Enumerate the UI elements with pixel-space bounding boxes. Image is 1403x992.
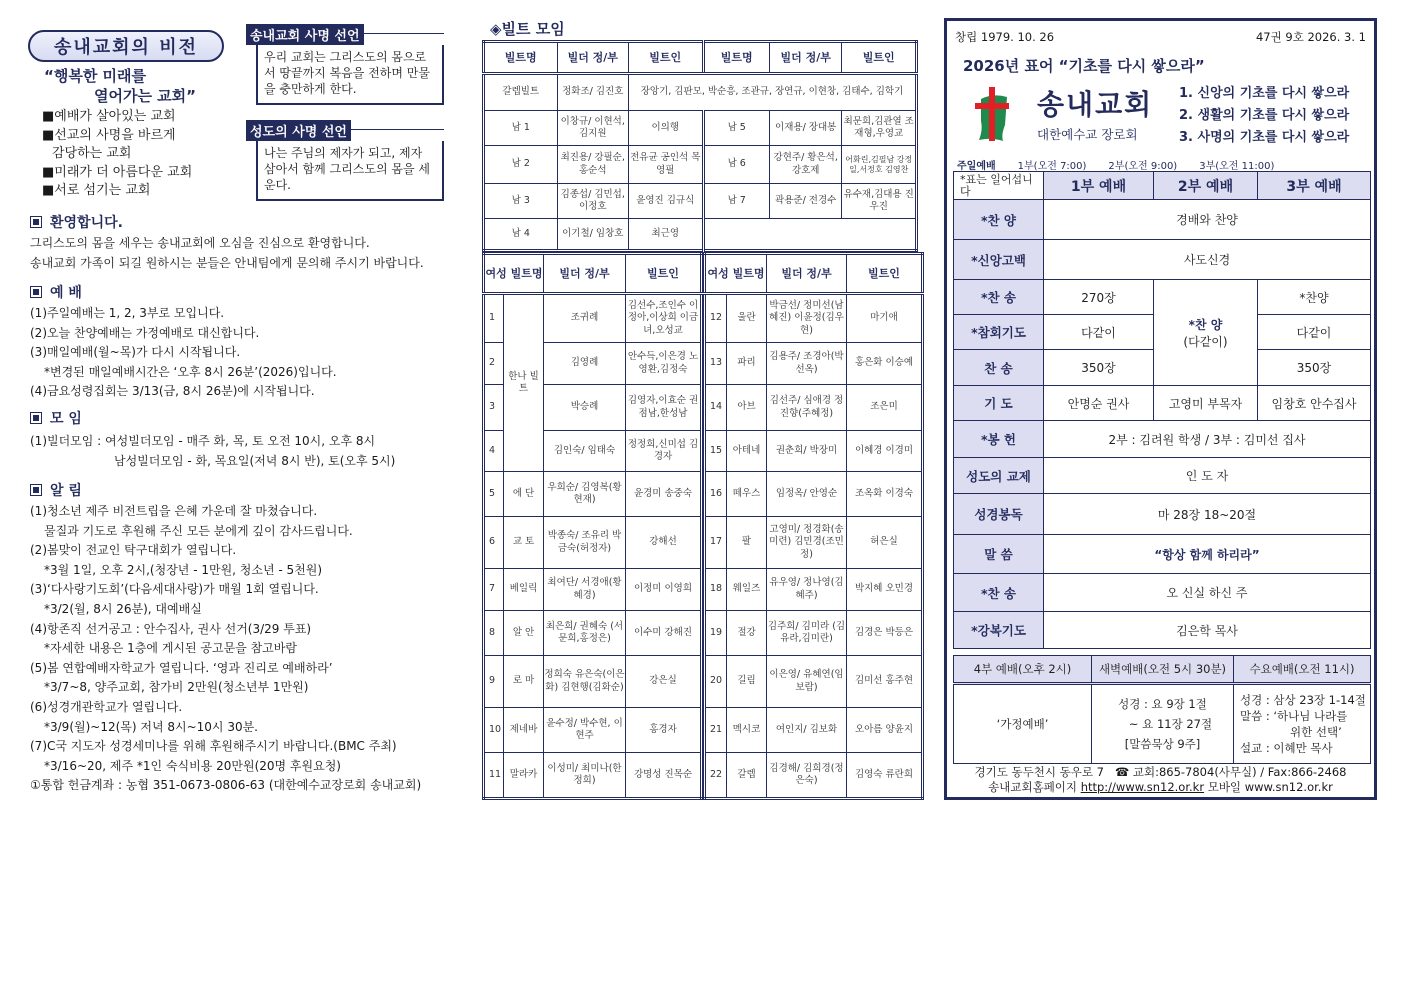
row-number: 8 [484,611,504,656]
notice-line: *3월 1일, 오후 2시,(청장년 - 1만원, 청소년 - 5천원) [44,562,323,577]
worship-line: (3)매일예배(월~목)가 다시 시작됩니다. [30,345,241,360]
belt-name: 교 토 [504,517,544,569]
table-row [954,386,1371,421]
bulletin-header [955,29,1366,45]
belt-builder: 최진용/ 강필순,홍순석 [557,146,628,184]
worship-title: 예 배 [50,285,82,301]
table-row [484,472,702,517]
belt-members: 이혜경 이경미 [847,431,923,472]
belt-members: 홍경자 [626,708,702,753]
belt-builder: 이은영/ 유혜연(임보람) [767,656,847,708]
row-number: 5 [484,472,504,517]
belt-builder: 최은희/ 권혜숙 (서문희,홍정은) [544,611,626,656]
belt-builder: 이기철/ 임창호 [557,219,628,251]
belt-members: 김경은 박등은 [847,611,923,656]
phone-icon: ☎ [1114,765,1130,779]
belt-name: 아테네 [727,431,767,472]
vision-quote-line-1: “행복한 미래를 [44,67,147,85]
order-label: *신앙고백 [954,240,1044,280]
table-row [484,656,702,708]
order-value: 270장 [1044,280,1154,315]
order-value: 사도신경 [1044,240,1371,280]
row-number: 16 [705,472,727,517]
order-of-worship-table [953,171,1371,649]
mobile-label: 모바일 [1207,780,1242,794]
table-row [484,184,917,219]
other-services-table [953,655,1371,764]
fourth-service-value: ‘가정예배’ [954,684,1092,764]
vision-item: ■예배가 살아있는 교회 [42,109,176,124]
notice-line: 물질과 기도로 후원해 주신 모든 분에게 깊이 감사드립니다. [44,523,353,538]
row-number: 14 [705,385,727,431]
notice-line: *3/2(월, 8시 26분), 대예배실 [44,601,202,616]
mid-praise-note: (다같이) [1183,334,1228,349]
mobile-link[interactable]: www.sn12.or.kr [1244,780,1333,794]
order-value: 경배와 찬양 [1044,200,1371,240]
notice-line: *3/16~20, 제주 *1인 숙식비용 20만원(20명 후원요청) [44,758,341,773]
order-value: 인 도 자 [1044,458,1371,494]
belt-builder: 권춘희/ 박장미 [767,431,847,472]
belt-builder: 박금선/ 정미선(남혜진) 이윤정(김우현) [767,294,847,343]
belt-builder: 이창규/ 이현석,김지원 [557,111,628,146]
order-label: *찬 송 [954,280,1044,315]
notice-title: 알 림 [50,483,82,499]
wed-line: 말씀 : ‘하나님 나라를 [1240,709,1348,723]
meeting-title: 모 임 [50,411,82,427]
table-row [484,294,702,343]
belt-name: 떼우스 [727,472,767,517]
table-row [484,146,917,184]
row-number: 7 [484,569,504,611]
notice-line: *3/7~8, 양주교회, 참가비 2만원(청소년부 1만원) [44,680,309,695]
row-number: 1 [484,294,504,343]
col-header: 빌더 정/부 [544,254,626,294]
belt-members: 이수미 강해진 [626,611,702,656]
square-bullet-icon [30,412,42,424]
table-row [954,612,1371,649]
belt-builder: 박종숙/ 조유리 박금숙(허정자) [544,517,626,569]
table-row [705,656,923,708]
welcome-text [30,234,424,273]
notice-line: (3)‘다사랑기도회’(다음세대사랑)가 매월 1회 열립니다. [30,582,319,597]
belt-members: 최문희,김관열 조재형,우영교 [842,111,917,146]
table-row [705,294,923,343]
motto-points [1179,83,1349,149]
belt-name: 남 2 [484,146,558,184]
belt-name: 갈렙 [727,753,767,799]
belt-builder: 이재용/ 장대봉 [769,111,842,146]
service-header: 4부 예배(오후 2시) [954,656,1092,684]
dawn-line: 성경 : 요 9장 1절 [1118,697,1207,711]
belt-name: 갈렙빌트 [484,74,558,111]
table-row [484,611,702,656]
col-header: 빌더 정/부 [557,42,628,74]
worship-line: (1)주일예배는 1, 2, 3부로 모입니다. [30,306,225,320]
belt-builder: 강현주/ 황은석,강호제 [769,146,842,184]
sunday-label: 주일예배 [957,161,996,172]
notice-line: (7)C국 지도자 성경세미나를 위해 후원해주시기 바랍니다.(BMC 주최) [30,739,397,754]
phone-number: 교회:865-7804(사무실) / Fax:866-2468 [1132,765,1347,779]
notice-heading [30,480,82,500]
vision-list [42,108,192,201]
divider [346,129,444,130]
belt-name: 파리 [727,343,767,385]
belt-name: 길림 [727,656,767,708]
table-row [484,753,702,799]
col-header: 빌트인 [626,254,702,294]
divider [356,33,444,34]
belt-members: 강은실 [626,656,702,708]
order-value: 다같이 [1044,315,1154,350]
belt-name: 한나 빌트 [504,294,544,472]
motto-point: 1. 신앙의 기초를 다시 쌓으라 [1179,86,1350,101]
meeting-line: 남성빌더모임 - 화, 목요일(저녁 8시 반), 토(오후 5시) [114,453,396,468]
belt-name: 남 3 [484,184,558,219]
belt-members: 윤경미 송중숙 [626,472,702,517]
bulletin-footer [947,765,1374,795]
welcome-line: 그리스도의 몸을 세우는 송내교회에 오심을 진심으로 환영합니다. [30,236,370,250]
row-number: 6 [484,517,504,569]
welcome-heading [30,212,123,232]
notice-line: *3/9(월)~12(목) 저녁 8시~10시 30분. [44,719,258,734]
table-row [954,421,1371,458]
belt-builder: 여인지/ 김보화 [767,708,847,753]
belt-builder: 김주희/ 김미라 (김유라,김미란) [767,611,847,656]
order-label: 말 씀 [954,535,1044,574]
belt-name: 남 6 [703,146,769,184]
wednesday-service-value [1234,684,1371,764]
order-label: *찬 송 [954,574,1044,612]
worship-heading [30,282,82,302]
belt-builder: 곽용준/ 전경수 [769,184,842,219]
col-header: 빌트명 [703,42,769,74]
belt-builder: 우희순/ 김영복(황현재) [544,472,626,517]
motto-point: 3. 사명의 기초를 다시 쌓으라 [1179,130,1350,145]
order-value: 350장 [1044,350,1154,386]
women-belt-tables [482,252,918,800]
worship-line: *변경된 매일예배시간은 ‘오후 8시 26분’(2026)입니다. [44,364,337,379]
belt-name: 에 단 [504,472,544,517]
bank-account-line: ①통합 헌금계좌 : 농협 351-0673-0806-63 (대한예수교장로회 송내교회) [30,778,422,793]
belt-members: 정정희,신미섭 김경자 [626,431,702,472]
square-bullet-icon [30,286,42,298]
order-value: 2부 : 김려원 학생 / 3부 : 김미선 집사 [1044,421,1371,458]
saint-mission-title: 성도의 사명 선언 [246,120,351,141]
row-number: 2 [484,343,504,385]
belt-name: 베일릭 [504,569,544,611]
order-value: 다같이 [1258,315,1371,350]
col-header: 빌트인 [842,42,917,74]
address: 경기도 동두천시 동우로 7 [974,765,1104,779]
women-belt-table-right [703,252,924,800]
notice-line: (1)청소년 제주 비전트립을 은혜 가운데 잘 마쳤습니다. [30,504,318,518]
table-row [484,569,702,611]
belt-members: 안수득,이은경 노영환,김정숙 [626,343,702,385]
belt-members: 김영자,이효순 권점남,한성남 [626,385,702,431]
belt-name: 알 안 [504,611,544,656]
sermon-title: “항상 함께 하리라” [1044,535,1371,574]
col-header: 빌트인 [628,42,703,74]
row-number: 3 [484,385,504,431]
wed-line: 위한 선택’ [1290,725,1342,739]
table-row [705,431,923,472]
belt-name: 남 1 [484,111,558,146]
table-row [954,684,1371,764]
row-number: 13 [705,343,727,385]
belt-members: 전유균 공인석 목영필 [628,146,703,184]
notice-line: (5)봄 연합예배자학교가 열립니다. ‘영과 진리로 예배하라’ [30,660,333,675]
belt-builder: 박승례 [544,385,626,431]
row-number: 19 [705,611,727,656]
vision-item: 감당하는 교회 [52,146,132,162]
belt-name: 로 마 [504,656,544,708]
belt-members: 김영숙 류란희 [847,753,923,799]
welcome-title: 환영합니다. [50,215,123,231]
notice-line: *자세한 내용은 1층에 게시된 공고문을 참고바람 [44,641,297,656]
saint-mission-body: 나는 주님의 제자가 되고, 제자 삼아서 함께 그리스도의 몸을 세운다. [256,141,444,201]
table-row [954,240,1371,280]
order-value: *찬양 [1258,280,1371,315]
belt-builder: 김선주/ 심애경 정진향(주혜정) [767,385,847,431]
dawn-service-value [1092,684,1234,764]
belt-members: 이의행 [628,111,703,146]
notice-line: (6)성경개관학교가 열립니다. [30,699,183,714]
order-label: *찬 양 [954,200,1044,240]
order-value: 350장 [1258,350,1371,386]
dawn-line: ~ 요 11장 27절 [1128,717,1213,731]
belt-name: 말라카 [504,753,544,799]
notice-text [30,502,421,796]
belt-title: ◈빌트 모임 [490,20,565,38]
sunday-service-times [957,157,1274,172]
table-row [705,611,923,656]
vision-quote-line-2: 열어가는 교회” [94,87,197,105]
homepage-link[interactable]: http://www.sn12.or.kr [1080,780,1205,794]
table-row [484,111,917,146]
row-number: 12 [705,294,727,343]
row-number: 11 [484,753,504,799]
belt-members: 조은미 [847,385,923,431]
order-label: *참회기도 [954,315,1044,350]
service-time: 2부(오전 9:00) [1108,161,1178,172]
belt-builder: 정희숙 유은숙(이은화) 김현행(김화순) [544,656,626,708]
col-header: 여성 빌트명 [484,254,544,294]
order-value-merged [1154,280,1258,386]
col-header: 빌트인 [847,254,923,294]
wed-line: 성경 : 삼상 23장 1-14절 [1240,693,1366,707]
year-motto: 2026년 표어 “기초를 다시 쌓으라” [963,57,1205,75]
belt-builder: 최여단/ 서경애(황혜경) [544,569,626,611]
table-row [954,280,1371,315]
church-name: 송내교회 [1037,88,1154,121]
belt-members: 김미선 홍주현 [847,656,923,708]
vision-quote [44,66,196,106]
table-row [484,517,702,569]
belt-name: 팔 [727,517,767,569]
table-row [705,472,923,517]
service-header: 새벽예배(오전 5시 30분) [1092,656,1234,684]
belt-members: 윤영진 김규식 [628,184,703,219]
order-label: *봉 헌 [954,421,1044,458]
issue-number: 47권 9호 2026. 3. 1 [1255,30,1366,44]
table-row [954,574,1371,612]
row-number: 22 [705,753,727,799]
belt-members: 마기애 [847,294,923,343]
belt-builder: 김경해/ 김희경(정은숙) [767,753,847,799]
belt-builder: 임정옥/ 안영순 [767,472,847,517]
table-row [705,343,923,385]
belt-members: 이정미 이영희 [626,569,702,611]
table-row [705,569,923,611]
row-number: 21 [705,708,727,753]
notice-line: (4)항존직 선거공고 : 안수집사, 권사 선거(3/29 투표) [30,621,312,636]
order-value: 안명순 권사 [1044,386,1154,421]
belt-builder: 정화조/ 김진호 [557,74,628,111]
meeting-text [30,432,395,471]
meeting-heading [30,408,82,428]
church-mission-title: 송내교회 사명 선언 [246,24,364,45]
belt-members: 박지혜 오민경 [847,569,923,611]
square-bullet-icon [30,216,42,228]
mid-praise: *찬 양 [1188,317,1223,332]
belt-name: 남 5 [703,111,769,146]
vision-title: 송내교회의 비전 [28,30,224,62]
belt-builder: 조귀례 [544,294,626,343]
table-row [484,74,917,111]
belt-builder: 윤수정/ 박수현, 이현주 [544,708,626,753]
service-time: 3부(오전 11:00) [1199,161,1275,172]
notice-line: (2)봄맞이 전교인 탁구대회가 열립니다. [30,543,237,558]
table-row [954,458,1371,494]
row-number: 18 [705,569,727,611]
col-header: 빌트명 [484,42,558,74]
order-value: 오 신실 하신 주 [1044,574,1371,612]
table-row [705,385,923,431]
order-value: 김은학 목사 [1044,612,1371,649]
row-number: 4 [484,431,504,472]
belt-builder: 이성미/ 최미나(한정희) [544,753,626,799]
order-label: 기 도 [954,386,1044,421]
row-number: 20 [705,656,727,708]
order-value: 임창호 안수집사 [1258,386,1371,421]
service-header: 2부 예배 [1154,172,1258,200]
table-row [484,219,917,251]
vision-item: ■미래가 더 아름다운 교회 [42,164,193,180]
row-number: 15 [705,431,727,472]
belt-name: 멕시코 [727,708,767,753]
belt-name: 웨일즈 [727,569,767,611]
row-number: 10 [484,708,504,753]
service-header: 1부 예배 [1044,172,1154,200]
men-belt-table [482,40,918,252]
saint-mission-box [246,120,444,201]
belt-builder: 김인숙/ 임태숙 [544,431,626,472]
worship-line: (4)금요성령집회는 3/13(금, 8시 26분)에 시작됩니다. [30,384,315,399]
service-header: 3부 예배 [1258,172,1371,200]
belt-builder: 유우영/ 정나영(김혜주) [767,569,847,611]
belt-builder: 김종섭/ 김민섭,이정호 [557,184,628,219]
church-mission-body: 우리 교회는 그리스도의 몸으로서 땅끝까지 복음을 전하며 만물을 충만하게 한다. [256,45,444,105]
denomination: 대한예수교 장로회 [1037,127,1138,142]
order-label: 성경봉독 [954,494,1044,535]
service-time: 1부(오전 7:00) [1017,161,1087,172]
service-header: 수요예배(오전 11시) [1234,656,1371,684]
women-belt-table-left [482,252,703,800]
bulletin-cover [944,18,1377,800]
belt-members: 강명성 진목순 [626,753,702,799]
belt-name: 제네바 [504,708,544,753]
row-number: 9 [484,656,504,708]
col-header: 빌더 정/부 [769,42,842,74]
table-row [705,708,923,753]
belt-builder: 고영미/ 정경화(송미련) 김민경(조민정) [767,517,847,569]
motto-point: 2. 생활의 기초를 다시 쌓으라 [1179,108,1350,123]
belt-name: 울란 [727,294,767,343]
empty-cell [703,219,917,251]
table-row [954,535,1371,574]
order-value: 마 28장 18~20절 [1044,494,1371,535]
belt-members: 강해선 [626,517,702,569]
belt-members: 어화린,김필남 강정일,서정호 김영찬 [842,146,917,184]
col-header: 빌더 정/부 [767,254,847,294]
belt-members: 유수재,김대용 진우진 [842,184,917,219]
row-number: 17 [705,517,727,569]
square-bullet-icon [30,484,42,496]
belt-members: 장앙기, 김판모, 박순흥, 조관규, 장연규, 이현창, 김태수, 김학기 [628,74,916,111]
meeting-line: (1)빌더모임 : 여성빌더모임 - 매주 화, 목, 토 오전 10시, 오후 8시 [30,434,376,448]
table-row [484,708,702,753]
wed-line: 설교 : 이혜만 목사 [1240,741,1333,755]
belt-members: 오아름 양윤지 [847,708,923,753]
table-row [705,753,923,799]
order-label: 찬 송 [954,350,1044,386]
belt-members: 김선수,조인수 이정아,이상희 이금녀,오성교 [626,294,702,343]
belt-builder: 김영례 [544,343,626,385]
belt-name: 절강 [727,611,767,656]
welcome-line: 송내교회 가족이 되길 원하시는 분들은 안내팀에게 문의해 주시기 바랍니다. [30,255,424,270]
vision-item: ■서로 섬기는 교회 [42,183,151,199]
order-label: 성도의 교제 [954,458,1044,494]
belt-name: 남 7 [703,184,769,219]
col-header: 여성 빌트명 [705,254,767,294]
belt-builder: 김용주/ 조경아(박선옥) [767,343,847,385]
belt-name: 남 4 [484,219,558,251]
table-row [954,494,1371,535]
order-value: 고영미 부목자 [1154,386,1258,421]
belt-members: 조옥화 이경숙 [847,472,923,517]
belt-name: 아브 [727,385,767,431]
belt-members: 최근영 [628,219,703,251]
order-label: *강복기도 [954,612,1044,649]
church-mission-box [246,24,444,105]
founded-date: 창립 1979. 10. 26 [955,30,1055,44]
vision-item: ■선교의 사명을 바르게 [42,127,176,143]
worship-text [30,304,337,402]
table-row [954,200,1371,240]
dawn-line: [말씀묵상 9주] [1124,737,1201,751]
stand-note: *표는 일어섭니다 [954,172,1044,200]
worship-line: (2)오늘 찬양예배는 가정예배로 대신합니다. [30,325,260,340]
belt-members: 홍은화 이승예 [847,343,923,385]
homepage-label: 송내교회홈페이지 [988,780,1078,794]
belt-members: 허은실 [847,517,923,569]
church-logo-icon [973,85,1013,143]
table-row [705,517,923,569]
belt-meeting-section [482,18,918,800]
